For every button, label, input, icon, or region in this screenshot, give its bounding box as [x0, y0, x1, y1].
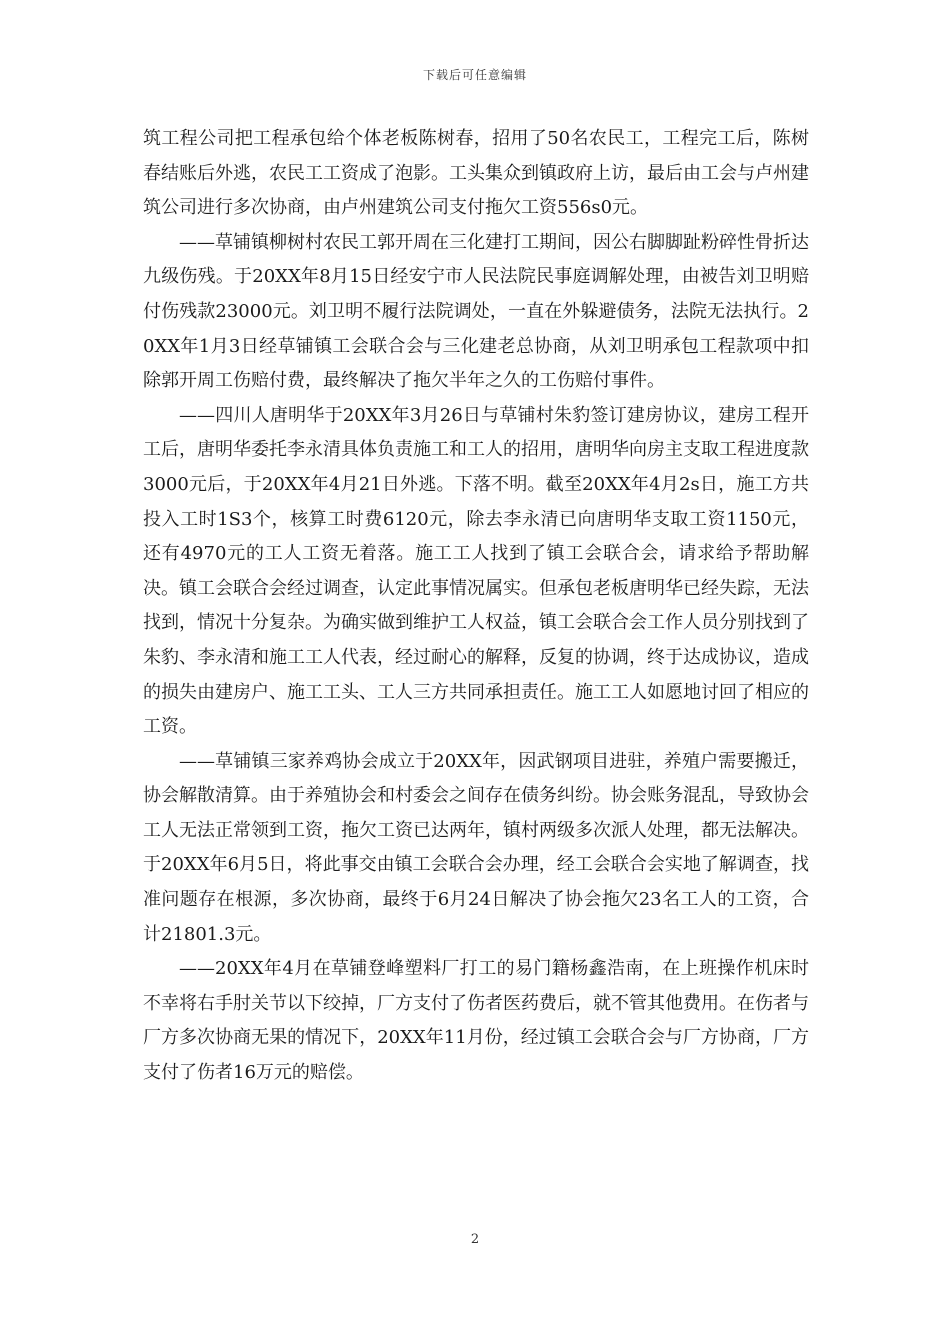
- paragraph-5: ——20XX年4月在草铺登峰塑料厂打工的易门籍杨鑫浩南，在上班操作机床时不幸将右手肘关节以下绞掉，厂方支付了伤者医药费后，就不管其他费用。在伤者与厂方多次协商无果的情况下，20XX年11月份，经过镇工会联合会与厂方协商，厂方支付了伤者16万元的赔偿。: [143, 958, 809, 1084]
- page-header: 下载后可任意编辑: [422, 68, 527, 82]
- paragraph-2: ——草铺镇柳树村农民工郭开周在三化建打工期间，因公右脚脚趾粉碎性骨折达九级伤残。于20XX年8月15日经安宁市人民法院民事庭调解处理，由被告刘卫明赔付伤残款23000元。刘卫明不履行法院调处，一直在外躲避债务，法院无法执行。20XX年1月3日经草铺镇工会联合会与三化建老总协商，从刘卫明承包工程款项中扣除郭开周工伤赔付费，最终解决了拖欠半年之久的工伤赔付事件。: [143, 231, 809, 392]
- paragraph-3: ——四川人唐明华于20XX年3月26日与草铺村朱豹签订建房协议，建房工程开工后，唐明华委托李永清具体负责施工和工人的招用，唐明华向房主支取工程进度款3000元后，于20XX年4月21日外逃。下落不明。截至20XX年4月2s日，施工方共投入工时1S3个，核算工时费6120元，除去李永清已向唐明华支取工资1150元，还有4970元的工人工资无着落。施工工人找到了镇工会联合会，请求给予帮助解决。镇工会联合会经过调查，认定此事情况属实。但承包老板唐明华已经失踪，无法找到，情况十分复杂。为确实做到维护工人权益，镇工会联合会工作人员分别找到了朱豹、李永清和施工工人代表，经过耐心的解释，反复的协调，终于达成协议，造成的损失由建房户、施工工头、工人三方共同承担责任。施工工人如愿地讨回了相应的工资。: [143, 404, 809, 738]
- document-body: [143, 122, 809, 1091]
- page-number: 2: [470, 1232, 480, 1247]
- paragraph-1: 筑工程公司把工程承包给个体老板陈树春，招用了50名农民工，工程完工后，陈树春结账后外逃，农民工工资成了泡影。工头集众到镇政府上访，最后由工会与卢州建筑公司进行多次协商，由卢州建筑公司支付拖欠工资556s0元。: [143, 128, 809, 219]
- paragraph-4: ——草铺镇三家养鸡协会成立于20XX年，因武钢项目进驻，养殖户需要搬迁，协会解散清算。由于养殖协会和村委会之间存在债务纠纷。协会账务混乱，导致协会工人无法正常领到工资，拖欠工资已达两年，镇村两级多次派人处理，都无法解决。于20XX年6月5日，将此事交由镇工会联合会办理，经工会联合会实地了解调查，找准问题存在根源，多次协商，最终于6月24日解决了协会拖欠23名工人的工资，合计21801.3元。: [143, 750, 809, 945]
